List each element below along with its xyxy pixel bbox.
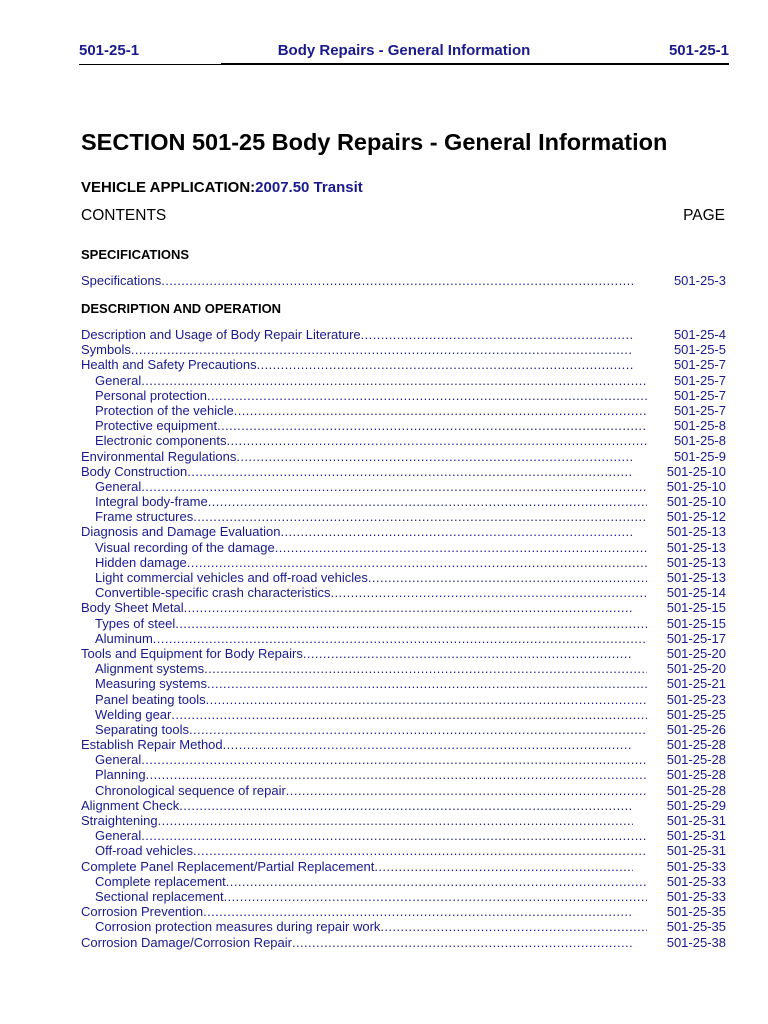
section-title: SECTION 501-25 Body Repairs - General Information — [81, 129, 668, 155]
toc-entry-label[interactable]: Integral body-frame ..... — [95, 494, 647, 509]
toc-entry[interactable] — [81, 813, 726, 828]
toc-entry-page[interactable]: 501-25-21 — [666, 676, 726, 692]
toc-entry-page[interactable]: 501-25-31 — [666, 813, 726, 828]
toc-entry-page[interactable]: 501-25-29 — [666, 797, 726, 813]
toc-entry[interactable] — [81, 889, 726, 904]
toc-entry-page[interactable]: 501-25-13 — [666, 554, 726, 570]
toc-entry-label[interactable]: Diagnosis and Damage Evaluation ..... — [81, 524, 633, 539]
toc-entry-label[interactable]: Light commercial vehicles and off-road vehicles ..... — [95, 570, 647, 585]
toc-entry-label[interactable]: General ..... — [95, 479, 647, 494]
vehicle-application — [81, 179, 363, 196]
toc-entry-label[interactable]: Corrosion protection measures during repair work ..... — [95, 919, 647, 934]
toc-entry-page[interactable]: 501-25-20 — [666, 645, 726, 661]
toc-entry-label[interactable]: Alignment Check ..... — [81, 798, 633, 813]
toc-entry[interactable] — [81, 904, 726, 919]
toc-entry-page[interactable]: 501-25-15 — [666, 600, 726, 616]
toc-entry-page[interactable]: 501-25-28 — [666, 752, 726, 768]
toc-entry-label[interactable]: Aluminum ..... — [95, 631, 647, 646]
toc-entry-page[interactable]: 501-25-10 — [666, 463, 726, 479]
toc-entry[interactable] — [81, 388, 726, 403]
toc-entry[interactable] — [81, 540, 726, 555]
toc-entry-page[interactable]: 501-25-14 — [666, 585, 726, 601]
toc-entry[interactable] — [81, 357, 726, 372]
description-operation-toc — [81, 327, 726, 950]
toc-entry-label[interactable]: Measuring systems ..... — [95, 676, 647, 691]
toc-entry[interactable] — [81, 661, 726, 676]
toc-entry-page[interactable]: 501-25-10 — [666, 494, 726, 510]
toc-entry[interactable] — [81, 919, 726, 934]
toc-entry[interactable] — [81, 707, 726, 722]
toc-entry-page[interactable]: 501-25-10 — [666, 478, 726, 494]
vehicle-application-label: VEHICLE APPLICATION: — [81, 179, 256, 196]
toc-entry-label[interactable]: Corrosion Damage/Corrosion Repair ..... — [81, 935, 633, 950]
header-page-number-left: 501-25-1 — [79, 42, 140, 59]
description-operation-heading: DESCRIPTION AND OPERATION — [81, 301, 282, 316]
toc-entry[interactable] — [81, 342, 726, 357]
toc-entry-page[interactable]: 501-25-23 — [666, 691, 726, 707]
toc-entry[interactable] — [81, 494, 726, 509]
toc-entry[interactable] — [81, 418, 726, 433]
toc-entry[interactable] — [81, 722, 726, 737]
toc-entry-label[interactable]: Symbols ..... — [81, 342, 633, 357]
toc-entry[interactable] — [81, 692, 726, 707]
toc-entry[interactable] — [81, 509, 726, 524]
toc-entry-label[interactable]: Visual recording of the damage ..... — [95, 540, 647, 555]
toc-entry-label[interactable]: Complete Panel Replacement/Partial Replacement ..... — [81, 859, 633, 874]
header-rule-left — [79, 64, 221, 65]
toc-entry[interactable] — [81, 373, 726, 388]
toc-entry-label[interactable]: Protective equipment ..... — [95, 418, 647, 433]
specifications-heading: SPECIFICATIONS — [81, 247, 190, 262]
toc-entry[interactable] — [81, 479, 726, 494]
toc-entry-label[interactable]: Convertible-specific crash characteristics ..... — [95, 585, 647, 600]
toc-entry-page[interactable]: 501-25-8 — [673, 433, 726, 449]
toc-entry-label[interactable]: Chronological sequence of repair ..... — [95, 783, 647, 798]
toc-entry[interactable] — [81, 464, 726, 479]
specifications-toc — [81, 273, 726, 288]
page-header — [79, 40, 729, 66]
toc-entry-page[interactable]: 501-25-7 — [673, 402, 726, 418]
toc-entry-page[interactable]: 501-25-31 — [666, 828, 726, 844]
toc-entry-page[interactable]: 501-25-28 — [666, 767, 726, 783]
toc-entry-page[interactable]: 501-25-7 — [673, 357, 726, 373]
toc-entry-label[interactable]: Electronic components ..... — [95, 433, 647, 448]
toc-entry[interactable] — [81, 524, 726, 539]
toc-entry-page[interactable]: 501-25-7 — [673, 387, 726, 403]
toc-entry-label[interactable]: Body Sheet Metal ..... — [81, 600, 633, 615]
toc-entry-page[interactable]: 501-25-15 — [666, 615, 726, 631]
toc-entry-label[interactable]: Tools and Equipment for Body Repairs ..... — [81, 646, 633, 661]
header-page-number-right: 501-25-1 — [668, 42, 729, 59]
toc-entry-label[interactable]: Welding gear ..... — [95, 707, 647, 722]
toc-entry-label[interactable]: Environmental Regulations ..... — [81, 449, 633, 464]
toc-entry-page[interactable]: 501-25-7 — [673, 372, 726, 388]
toc-entry-page[interactable]: 501-25-33 — [666, 888, 726, 904]
toc-entry[interactable] — [81, 843, 726, 858]
toc-entry-label[interactable]: Establish Repair Method ..... — [81, 737, 633, 752]
toc-entry-label[interactable]: Description and Usage of Body Repair Literature ..... — [81, 327, 633, 342]
toc-entry[interactable] — [81, 403, 726, 418]
toc-entry-page[interactable]: 501-25-35 — [666, 919, 726, 935]
toc-entry-page[interactable]: 501-25-9 — [673, 448, 726, 464]
toc-entry-label[interactable]: General ..... — [95, 373, 647, 388]
toc-entry-page[interactable]: 501-25-8 — [673, 418, 726, 434]
toc-entry[interactable] — [81, 600, 726, 615]
toc-entry-label[interactable]: General ..... — [95, 828, 647, 843]
toc-entry-page[interactable]: 501-25-5 — [673, 342, 726, 358]
toc-entry-label[interactable]: Hidden damage ..... — [95, 555, 647, 570]
toc-entry[interactable] — [81, 752, 726, 767]
toc-entry[interactable] — [81, 874, 726, 889]
toc-entry-page[interactable]: 501-25-13 — [666, 524, 726, 540]
toc-entry-label[interactable]: Straightening ..... — [81, 813, 633, 828]
toc-entry-label[interactable]: General ..... — [95, 752, 647, 767]
toc-entry-page[interactable]: 501-25-13 — [666, 539, 726, 555]
toc-entry[interactable] — [81, 798, 726, 813]
toc-entry[interactable] — [81, 935, 726, 950]
toc-entry[interactable] — [81, 327, 726, 342]
toc-entry-page[interactable]: 501-25-13 — [666, 570, 726, 585]
toc-entry-label[interactable]: Body Construction ..... — [81, 464, 633, 479]
toc-entry-label[interactable]: Complete replacement ..... — [95, 874, 647, 889]
toc-entry-label[interactable]: Corrosion Prevention ..... — [81, 904, 633, 919]
toc-entry-page[interactable]: 501-25-26 — [666, 721, 726, 737]
toc-entry-page[interactable]: 501-25-3 — [673, 273, 726, 288]
toc-entry[interactable] — [81, 859, 726, 874]
toc-entry-label[interactable]: Protection of the vehicle ..... — [95, 403, 647, 418]
toc-entry-label[interactable]: Health and Safety Precautions ..... — [81, 357, 633, 372]
toc-entry[interactable] — [81, 585, 726, 600]
toc-entry[interactable] — [81, 676, 726, 691]
toc-entry-page[interactable]: 501-25-33 — [666, 873, 726, 889]
contents-label: CONTENTS — [81, 207, 167, 224]
toc-entry[interactable] — [81, 570, 726, 585]
toc-entry-page[interactable]: 501-25-17 — [666, 630, 726, 646]
toc-entry-page[interactable]: 501-25-38 — [666, 934, 726, 950]
toc-entry-label[interactable]: Sectional replacement ..... — [95, 889, 647, 904]
toc-entry[interactable] — [81, 555, 726, 570]
toc-entry-page[interactable]: 501-25-28 — [666, 737, 726, 753]
header-title: Body Repairs - General Information — [277, 42, 531, 59]
toc-entry-page[interactable]: 501-25-33 — [666, 858, 726, 874]
toc-entry[interactable] — [81, 767, 726, 782]
toc-entry-label[interactable]: Frame structures ..... — [95, 509, 647, 524]
vehicle-application-value[interactable]: 2007.50 Transit — [255, 179, 363, 196]
toc-entry-page[interactable]: 501-25-35 — [666, 904, 726, 920]
toc-entry-label[interactable]: Alignment systems ..... — [95, 661, 647, 676]
toc-entry-label[interactable]: Types of steel ..... — [95, 616, 647, 631]
toc-entry[interactable] — [81, 646, 726, 661]
toc-entry-page[interactable]: 501-25-12 — [666, 509, 726, 525]
toc-entry[interactable] — [81, 631, 726, 646]
page-column-label: PAGE — [683, 207, 725, 224]
toc-entry-label[interactable]: Personal protection ..... — [95, 388, 647, 403]
toc-entry-page[interactable]: 501-25-4 — [673, 327, 726, 342]
toc-entry-label[interactable]: Planning ..... — [95, 767, 647, 782]
toc-entry[interactable] — [81, 433, 726, 448]
toc-entry-page[interactable]: 501-25-25 — [666, 706, 726, 722]
toc-entry-label[interactable]: Separating tools ..... — [95, 722, 647, 737]
toc-entry-label[interactable]: Specifications ..... — [81, 273, 633, 288]
toc-entry[interactable] — [81, 783, 726, 798]
toc-entry[interactable] — [81, 616, 726, 631]
header-rule-right — [221, 63, 729, 65]
toc-entry-page[interactable]: 501-25-28 — [666, 782, 726, 798]
toc-entry[interactable] — [81, 737, 726, 752]
toc-entry-page[interactable]: 501-25-31 — [666, 843, 726, 859]
toc-entry-page[interactable]: 501-25-20 — [666, 661, 726, 677]
toc-entry[interactable] — [81, 828, 726, 843]
toc-entry[interactable] — [81, 449, 726, 464]
toc-entry-label[interactable]: Off-road vehicles ..... — [95, 843, 647, 858]
toc-entry[interactable] — [81, 273, 726, 288]
toc-entry-label[interactable]: Panel beating tools ..... — [95, 692, 647, 707]
